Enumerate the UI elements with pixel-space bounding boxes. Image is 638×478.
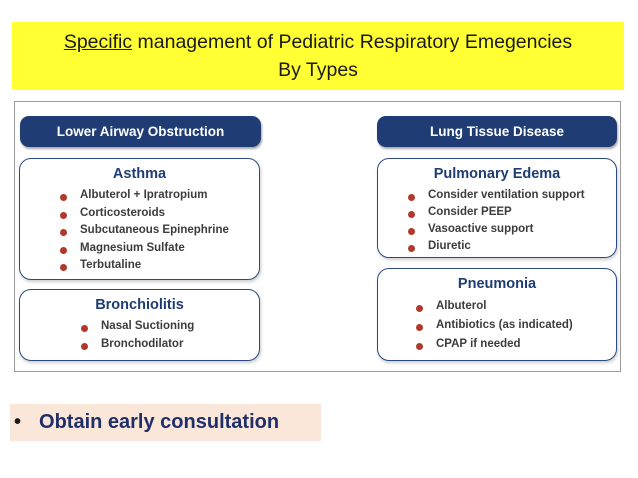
list-asthma bbox=[60, 189, 229, 277]
bullet-dot-icon bbox=[60, 264, 67, 271]
bullet-dot-icon bbox=[408, 194, 415, 201]
bullet-dot-icon bbox=[408, 228, 415, 235]
header-lower-airway-obstruction: Lower Airway Obstruction bbox=[20, 116, 261, 147]
list-item: Albuterol + Ipratropium bbox=[60, 189, 229, 207]
title-line-1-rest: management of Pediatric Respiratory Emegencies bbox=[132, 31, 573, 53]
card-pulmonary-edema bbox=[377, 158, 617, 258]
consultation-text: Obtain early consultation bbox=[39, 411, 280, 433]
card-asthma bbox=[19, 158, 260, 280]
list-pulmonary-edema bbox=[408, 189, 585, 257]
title-line-1 bbox=[12, 28, 624, 56]
list-item: Magnesium Sulfate bbox=[60, 242, 229, 260]
list-item: Diuretic bbox=[408, 240, 585, 257]
card-title-pulmonary-edema: Pulmonary Edema bbox=[433, 166, 561, 182]
list-item: Albuterol bbox=[416, 300, 573, 319]
list-item: Corticosteroids bbox=[60, 207, 229, 225]
slide-title bbox=[12, 22, 624, 90]
list-item: Antibiotics (as indicated) bbox=[416, 319, 573, 338]
header-lung-tissue-disease: Lung Tissue Disease bbox=[377, 116, 617, 147]
list-item: Terbutaline bbox=[60, 259, 229, 277]
list-item: Bronchodilator bbox=[81, 338, 194, 356]
card-bronchiolitis bbox=[19, 289, 260, 361]
bullet-dot-icon bbox=[60, 212, 67, 219]
bullet-dot-icon bbox=[60, 194, 67, 201]
consultation-bullet bbox=[10, 404, 321, 441]
list-pneumonia bbox=[416, 300, 573, 357]
list-bronchiolitis bbox=[81, 320, 194, 356]
bullet-dot-icon bbox=[81, 343, 88, 350]
bullet-dot-icon bbox=[416, 324, 423, 331]
card-title-asthma: Asthma bbox=[112, 166, 167, 182]
list-item: Consider ventilation support bbox=[408, 189, 585, 206]
bullet-dot-icon bbox=[416, 343, 423, 350]
card-title-bronchiolitis: Bronchiolitis bbox=[95, 297, 184, 313]
title-underlined-word: Specific bbox=[63, 31, 133, 53]
bullet-icon: • bbox=[14, 411, 22, 433]
list-item: Subcutaneous Epinephrine bbox=[60, 224, 229, 242]
bullet-dot-icon bbox=[408, 211, 415, 218]
list-item: CPAP if needed bbox=[416, 338, 573, 357]
list-item: Nasal Suctioning bbox=[81, 320, 194, 338]
list-item: Consider PEEP bbox=[408, 206, 585, 223]
bullet-dot-icon bbox=[408, 245, 415, 252]
card-title-pneumonia: Pneumonia bbox=[457, 276, 537, 292]
bullet-dot-icon bbox=[81, 325, 88, 332]
card-pneumonia bbox=[377, 268, 617, 361]
title-line-2: By Types bbox=[278, 59, 358, 81]
list-item: Vasoactive support bbox=[408, 223, 585, 240]
diagram-panel bbox=[14, 101, 621, 372]
bullet-dot-icon bbox=[60, 229, 67, 236]
bullet-dot-icon bbox=[60, 247, 67, 254]
bullet-dot-icon bbox=[416, 305, 423, 312]
